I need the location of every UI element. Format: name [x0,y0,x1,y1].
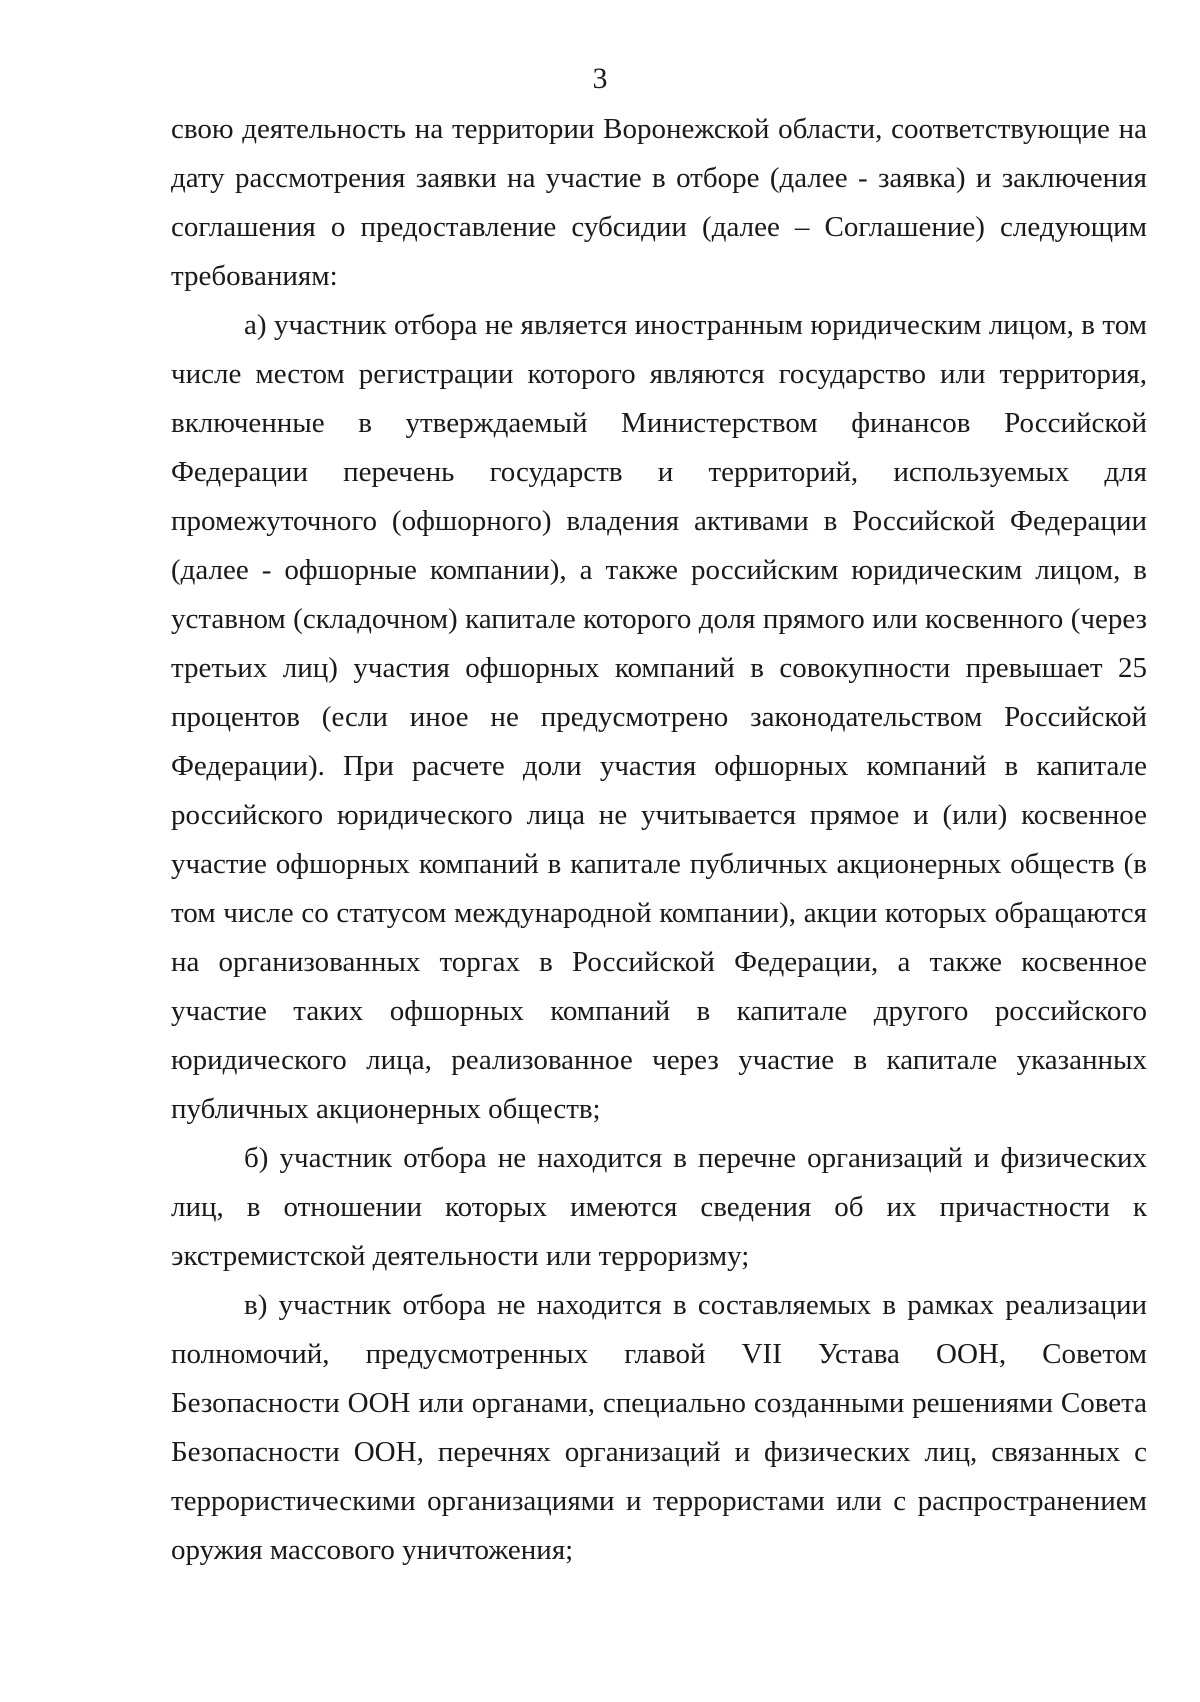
paragraph-intro: свою деятельность на территории Воронежской области, соответствующие на дату рассмотрения заявки на участие в отборе (далее - заявка) и заключения соглашения о предоставление субсидии (далее – Соглашение) следующим требованиям: [171,113,1147,292]
paragraph-item-a: а) участник отбора не является иностранным юридическим лицом, в том числе местом регистрации которого являются государство или территория, включенные в утверждаемый Министерством финансов Российской Федерации перечень государств и территорий, используемых для промежуточного (офшорного) владения активами в Российской Федерации (далее - офшорные компании), а также российским юридическим лицом, в уставном (складочном) капитале которого доля прямого или косвенного (через третьих лиц) участия офшорных компаний в совокупности превышает 25 процентов (если иное не предусмотрено законодательством Российской Федерации). При расчете доли участия офшорных компаний в капитале российского юридического лица не учитывается прямое и (или) косвенное участие офшорных компаний в капитале публичных акционерных обществ (в том числе со статусом международной компании), акции которых обращаются на организованных торгах в Российской Федерации, а также косвенное участие таких офшорных компаний в капитале другого российского юридического лица, реализованное через участие в капитале указанных публичных акционерных обществ; [171,309,1147,1125]
paragraph-item-v: в) участник отбора не находится в составляемых в рамках реализации полномочий, предусмотренных главой VII Устава ООН, Советом Безопасности ООН или органами, специально созданными решениями Совета Безопасности ООН, перечнях организаций и физических лиц, связанных с террористическими организациями и террористами или с распространением оружия массового уничтожения; [171,1289,1147,1566]
paragraph-item-b: б) участник отбора не находится в перечне организаций и физических лиц, в отношении которых имеются сведения об их причастности к экстремистской деятельности или терроризму; [171,1142,1147,1272]
page-number: 3 [592,62,608,95]
document-body [171,105,1147,1575]
